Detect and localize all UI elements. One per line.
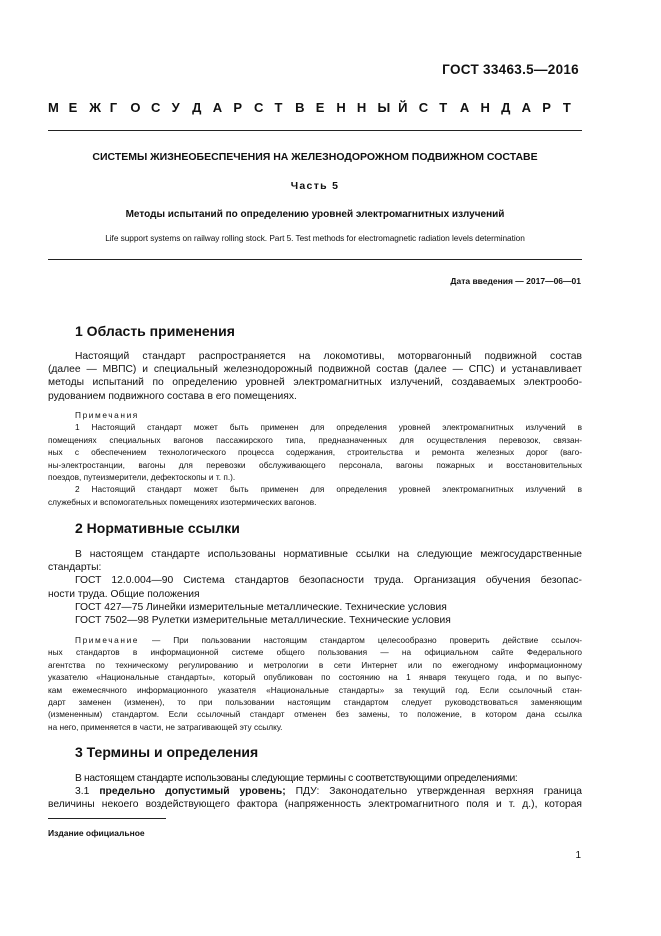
- page-number: 1: [575, 850, 581, 861]
- banner-letter: Т: [274, 100, 283, 115]
- banner-letter: Н: [356, 100, 367, 115]
- banner-letter: Й: [398, 100, 408, 115]
- banner-letter: С: [253, 100, 264, 115]
- banner-letter: А: [459, 100, 470, 115]
- section-2-heading: 2 Нормативные ссылки: [75, 520, 240, 536]
- banner-letter: С: [150, 100, 161, 115]
- term-number: 3.1: [75, 786, 90, 798]
- document-title: СИСТЕМЫ ЖИЗНЕОБЕСПЕЧЕНИЯ НА ЖЕЛЕЗНОДОРОЖНОМ ПОДВИЖНОМ СОСТАВЕ: [92, 151, 538, 163]
- section-3-heading: 3 Термины и определения: [75, 744, 259, 760]
- standard-type-banner: [48, 100, 581, 115]
- ref-item: ГОСТ 427—75 Линейки измерительные металлические. Технические условия: [75, 601, 447, 613]
- section-2-paragraph: В настоящем стандарте использованы нормативные ссылки на следующие межгосударственные стандарты: ГОСТ 12.0.004—90 Система стандартов безопасности труда. Организация обучения безопас- ности труда. Общие положения ГОСТ 427—75 Линейки измерительные металлические. Технические условия ГОСТ 7502—98 Рулетки измерительные металлические. Технические условия: [48, 549, 582, 627]
- gost-number: ГОСТ 33463.5—2016: [442, 62, 579, 77]
- official-edition-label: Издание официальное: [48, 828, 145, 838]
- ref-item: ГОСТ 7502—98 Рулетки измерительные металлические. Технические условия: [75, 615, 451, 627]
- section-2-note: Примечание — При пользовании настоящим стандартом целесообразно проверить действие ссылоч- ных стандартов в информационной системе общего пользования — на официальном сайте Федерального агентства по техническому регулированию и метрологии в сети Интернет или по ежегодному информационному указателю «Национальные стандарты», который опубликован по состоянию на 1 января текущего года, и по выпус- кам ежемесячного информационного указателя «Национальные стандарты» за текущий год. Если ссылочный стан- дарт заменен (изменен), то при пользовании настоящим стандартом следует руководствоваться заменяющим (измененным) стандартом. Если ссылочный стандарт отменен без замены, то положение, в котором дана ссылка на него, применяется в части, не затрагивающей эту ссылку.: [48, 635, 582, 732]
- banner-word-1: [48, 100, 419, 115]
- banner-letter: У: [171, 100, 180, 115]
- banner-letter: Ж: [89, 100, 101, 115]
- section-1-notes: Примечания 1 Настоящий стандарт может быть применен для определения уровней электромагнитных излучений в помещениях специальных вагонов пассажирского типа, предназначенных для осуществления перевозок, связан- ных с обеспечением технологического процесса содержания, строительства и ремонта железных дорог (ваго- ны-электростанции, вагоны для перевозки обслуживающего персонала, вагоны пожарных и восстановительных поездов, путеизмерители, дефектоскопы и т. п.). 2 Настоящий стандарт может быть применен для определения уровней электромагнитных излучений в служебных и вспомогательных помещениях изотермических вагонов.: [48, 410, 582, 507]
- banner-letter: Н: [336, 100, 346, 115]
- banner-letter: Т: [562, 100, 571, 115]
- banner-letter: Е: [315, 100, 325, 115]
- term: предельно допустимый уровень;: [99, 786, 286, 798]
- section-3-paragraph: В настоящем стандарте использованы следующие термины с соответствующими определениями: 3.1 предельно допустимый уровень; ПДУ: Законодательно утвержденная верхняя граница величины некоего воздействующего фактора (напряженность электромагнитного поля и т. д.), которая: [48, 773, 582, 811]
- banner-letter: Д: [192, 100, 202, 115]
- notes-label: Примечания: [75, 410, 139, 420]
- banner-letter: Г: [109, 100, 118, 115]
- note-label: Примечание: [75, 635, 140, 645]
- english-title: Life support systems on railway rolling stock. Part 5. Test methods for electromagnetic radiation levels determination: [105, 233, 525, 243]
- intro-date: Дата введения — 2017—06—01: [450, 276, 581, 286]
- banner-letter: В: [295, 100, 305, 115]
- footer-divider: [48, 818, 166, 819]
- banner-letter: Ы: [377, 100, 391, 115]
- banner-letter: Р: [542, 100, 551, 115]
- banner-letter: С: [418, 100, 429, 115]
- banner-letter: Т: [439, 100, 448, 115]
- top-divider: [48, 130, 582, 131]
- banner-letter: А: [212, 100, 223, 115]
- ref-item: ГОСТ 12.0.004—90 Система стандартов безопасности труда. Организация обучения безопас-: [75, 575, 582, 587]
- banner-letter: Р: [233, 100, 243, 115]
- banner-word-2: [419, 100, 584, 115]
- banner-letter: Д: [501, 100, 511, 115]
- banner-letter: Н: [480, 100, 490, 115]
- document-subtitle: Методы испытаний по определению уровней электромагнитных излучений: [125, 209, 505, 220]
- part-label: Часть 5: [290, 180, 340, 192]
- banner-letter: О: [130, 100, 141, 115]
- title-divider: [48, 259, 582, 260]
- banner-letter: М: [48, 100, 59, 115]
- section-1-heading: 1 Область применения: [75, 323, 235, 339]
- banner-letter: А: [521, 100, 532, 115]
- banner-letter: Е: [68, 100, 78, 115]
- section-1-paragraph: Настоящий стандарт распространяется на локомотивы, моторвагонный подвижной состав (далее — МВПС) и специальный железнодорожный подвижной состав (далее — СПС) и устанавливает методы испытаний по определению уровней электромагнитных излучений, создаваемых электрообо- рудованием подвижного состава в его помещениях.: [48, 351, 582, 402]
